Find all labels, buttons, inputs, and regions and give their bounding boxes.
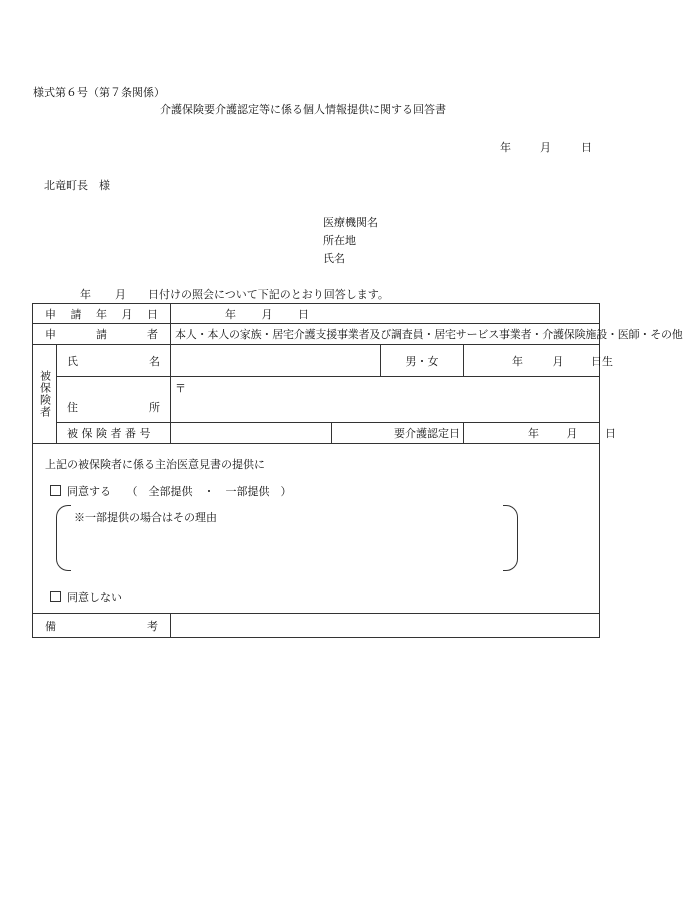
partial-reason-field[interactable] [72, 528, 500, 566]
insured-name-field[interactable] [171, 345, 381, 377]
reason-bracket-right [503, 505, 518, 571]
partial-reason-label: ※一部提供の場合はその理由 [74, 511, 217, 524]
applicant-options[interactable]: 本人・本人の家族・居宅介護支援事業者及び調査員・居宅サービス事業者・介護保険施設・医師・その他 [171, 324, 600, 345]
insured-name-row [33, 345, 600, 377]
insured-number-label: 被 保 険 者 番 号 [57, 423, 171, 444]
disagree-checkbox[interactable] [50, 591, 61, 602]
responder-name-label: 氏名 [323, 252, 345, 265]
application-date-field[interactable]: 年 月 日 [171, 304, 600, 324]
disagree-label: 同意しない [67, 591, 122, 604]
reason-bracket-left [56, 505, 71, 571]
certification-date-label: 要介護認定日 [332, 423, 464, 444]
gender-field[interactable]: 男・女 [381, 345, 464, 377]
institution-address-label: 所在地 [323, 234, 356, 247]
agree-label: 同意する [67, 485, 111, 498]
application-date-row [33, 304, 600, 324]
date-day-label: 日 [581, 141, 592, 154]
document-title: 介護保険要介護認定等に係る個人情報提供に関する回答書 [160, 103, 446, 116]
birthdate-field[interactable]: 年 月 日生 [464, 345, 600, 377]
intro-text: 日付けの照会について下記のとおり回答します。 [148, 288, 389, 301]
remarks-row [33, 614, 600, 638]
applicant-label: 申 請 者 [45, 328, 158, 341]
agree-checkbox[interactable] [50, 485, 61, 496]
remarks-label: 備 考 [45, 619, 158, 633]
date-year-label: 年 [500, 141, 511, 154]
consent-question: 上記の被保険者に係る主治医意見書の提供に [45, 458, 265, 471]
insured-address-field[interactable] [171, 377, 600, 423]
date-month-label: 月 [540, 141, 551, 154]
intro-year: 年 [80, 288, 91, 301]
application-date-label: 申 請 年 月 日 [45, 307, 158, 321]
insured-number-row [33, 423, 600, 444]
certification-date-field[interactable]: 年 月 日 [464, 423, 600, 444]
name-label: 氏 名 [67, 354, 160, 368]
insured-person-label: 被保険者 [33, 345, 57, 444]
address-label: 住 所 [67, 400, 160, 414]
form-number: 様式第６号（第７条関係） [33, 86, 165, 99]
applicant-row [33, 324, 600, 345]
remarks-field[interactable] [171, 614, 600, 638]
intro-month: 月 [115, 288, 126, 301]
insured-number-field[interactable] [171, 423, 332, 444]
addressee: 北竜町長 様 [44, 179, 110, 192]
disagree-option[interactable] [50, 589, 122, 605]
agree-sub-options: （ 全部提供 ・ 一部提供 ） [126, 485, 292, 498]
insured-address-row [33, 377, 600, 423]
postal-mark: 〒 [175, 382, 186, 395]
institution-name-label: 医療機関名 [323, 216, 378, 229]
agree-option[interactable] [50, 483, 292, 499]
